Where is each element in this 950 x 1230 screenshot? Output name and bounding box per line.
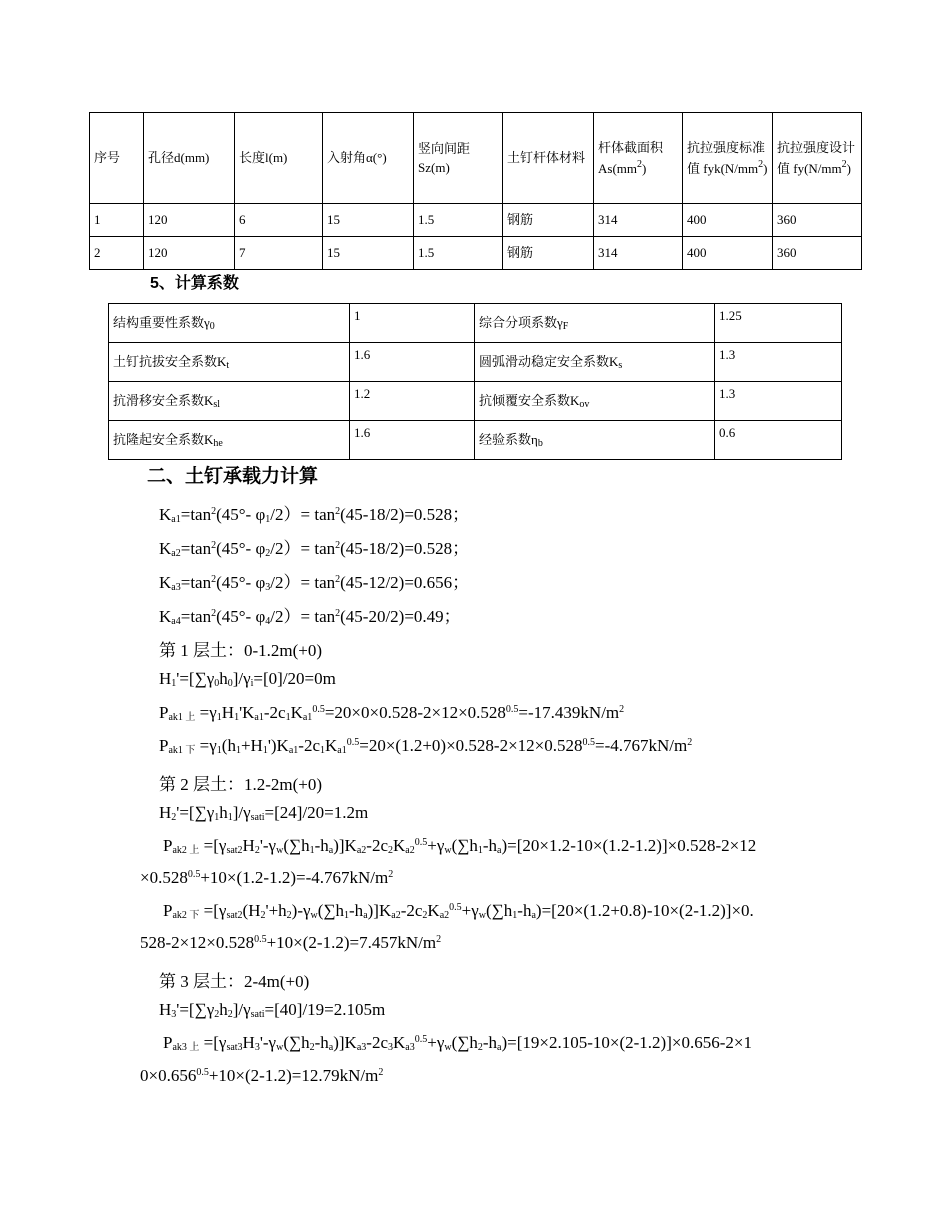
subscript: 1 [234, 712, 240, 723]
formula-line: $\times 0.528^{0.5}+10\times(1.2-1.2)=-4.767kN/m^2$ [140, 868, 394, 887]
subscript: 2 [214, 1009, 220, 1020]
superscript: 2 [758, 159, 764, 170]
table-row [109, 382, 842, 421]
table-cell: 1 [90, 204, 144, 237]
table-cell: 120 [144, 237, 235, 270]
subscript: ak3 上 [172, 1042, 200, 1053]
subscript: 1 [265, 514, 271, 525]
formula-line: $K_{a4}=\tan^2(45^\circ-$ $\varphi_4/2)= \tan^2(45-20/2)=0.49$； [159, 607, 461, 627]
column-header: 抗拉强度设计值 $fy(N/mm^2)$ [773, 113, 862, 204]
superscript: 2 [619, 704, 625, 715]
subscript: 3 [254, 1042, 260, 1053]
column-header: 入射角α(°) [323, 113, 414, 204]
subscript: 1 [235, 745, 241, 756]
subscript: a1 [254, 712, 264, 723]
table-header-row [90, 113, 862, 204]
table-cell: 314 [594, 237, 683, 270]
coefficient-value: 1.3 [715, 382, 842, 421]
subscript: w [310, 910, 318, 921]
subscript: 4 [265, 616, 271, 627]
superscript: 2 [378, 1067, 384, 1078]
subscript: a [328, 845, 334, 856]
subscript: a1 [171, 514, 181, 525]
subscript: ak1 下 [168, 745, 196, 756]
subscript: 2 [265, 548, 271, 559]
subscript: b [537, 437, 543, 449]
subscript: 2 [260, 910, 266, 921]
subscript: w [276, 1042, 284, 1053]
subscript: w [444, 1042, 452, 1053]
superscript: 0.5 [254, 934, 267, 945]
subscript: i [250, 678, 254, 689]
superscript: 0.5 [505, 704, 519, 715]
column-header: 竖向间距Sz(m) [414, 113, 503, 204]
superscript: 0.5 [414, 837, 428, 848]
subscript: 0 [209, 320, 215, 332]
subscript: a1 [337, 745, 347, 756]
table-row [90, 204, 862, 237]
formula-line: $P_{ak1 下} =\gamma_1(h_1+H_1')K_{a1}-2c_1K_{a1}^{0.5}=20\times(1.2+0)\times 0.528-2\times 12\times 0.528^{0.5}=-4.767kN/m^2$ [159, 736, 693, 756]
subscript: 0 [227, 678, 233, 689]
subscript: ak2 下 [172, 910, 200, 921]
superscript: 0.5 [346, 737, 360, 748]
subscript: 2 [477, 1042, 483, 1053]
superscript: 2 [841, 159, 847, 170]
formula-line: $H_2'=[\sum\gamma_1h_1]/\gamma_{sati}=[24]/20=1.2m$ [159, 803, 369, 823]
table-cell: 360 [773, 204, 862, 237]
table-cell: 1.5 [414, 237, 503, 270]
column-header: 孔径d(mm) [144, 113, 235, 204]
subscript: 1 [477, 845, 483, 856]
table-cell: 15 [323, 204, 414, 237]
subscript: a2 [171, 548, 181, 559]
subscript: sat2 [226, 845, 243, 856]
subscript: 2 [422, 910, 428, 921]
subscript: 2 [171, 812, 177, 823]
column-header: 长度l(m) [235, 113, 323, 204]
superscript: 2 [637, 159, 642, 170]
formula-line: $0\times 0.656^{0.5}+10\times(2-1.2)=12.79kN/m^2$ [140, 1066, 384, 1085]
superscript: 2 [211, 540, 217, 551]
formula-line: 第 1 层土：0-1.2m(+0) [159, 641, 323, 660]
subscript: 2 [309, 1042, 315, 1053]
coefficient-label: 结构重要性系数$\gamma_0$ [109, 304, 350, 343]
subscript: w [444, 845, 452, 856]
table-cell: 314 [594, 204, 683, 237]
subscript: a1 [302, 712, 313, 723]
superscript: 2 [211, 608, 217, 619]
subscript: 2 [227, 1009, 233, 1020]
subscript: 2 [254, 845, 260, 856]
formula-line: $P_{ak2 下} =[\gamma_{sat2}(H_2'+h_2)-\gamma_w(\sum h_1-h_a)]K_{a2}-2c_2K_{a2}^{0.5}+\gamma_w(\sum h_1-h_a)=[20\times(1.2+0.8)-10\times(2-1.2)]\times 0$. [163, 901, 754, 921]
subscript: sl [213, 398, 221, 410]
subscript: a2 [391, 910, 401, 921]
formula-line: $P_{ak1 上} =\gamma_1H_1'K_{a1}-2c_1K_{a1}^{0.5}=20\times 0\times 0.528-2\times 12\times 0.528^{0.5}=-17.439kN/m^2$ [159, 703, 625, 723]
superscript: 0.5 [196, 1067, 209, 1078]
table-row [90, 237, 862, 270]
coefficient-label: 抗隆起安全系数$K_{he}$ [109, 421, 350, 460]
subscript: a [531, 910, 536, 921]
subscript: sati [250, 812, 265, 823]
table-cell: 15 [323, 237, 414, 270]
subscript: 1 [344, 910, 350, 921]
coefficient-value: 1.2 [350, 382, 475, 421]
subscript: sati [250, 1009, 265, 1020]
column-header: 序号 [90, 113, 144, 204]
subscript: a3 [356, 1042, 367, 1053]
table-cell: 6 [235, 204, 323, 237]
subscript: a [328, 1042, 334, 1053]
subscript: a3 [171, 582, 181, 593]
coefficient-value: 1.6 [350, 343, 475, 382]
subscript: a [363, 910, 368, 921]
table-cell: 1.5 [414, 204, 503, 237]
subscript: 1 [285, 712, 291, 723]
superscript: 0.5 [312, 704, 325, 715]
column-header: 杆体截面积$As(mm^2)$ [594, 113, 683, 204]
subscript: w [478, 910, 486, 921]
coefficient-label: 综合分项系数$\gamma_F$ [475, 304, 715, 343]
table-cell: 2 [90, 237, 144, 270]
formula-line: 第 3 层土：2-4m(+0) [159, 972, 310, 991]
table-row [109, 343, 842, 382]
superscript: 2 [335, 540, 341, 551]
table-row [109, 304, 842, 343]
subscript: 1 [227, 812, 233, 823]
subscript: 1 [309, 845, 315, 856]
subscript: s [618, 359, 623, 371]
subscript: 1 [512, 910, 518, 921]
soil-nail-parameter-table [89, 112, 862, 270]
subscript: 3 [388, 1042, 393, 1053]
subscript: a2 [356, 845, 367, 856]
column-header: 抗拉强度标准值 $fyk(N/mm^2)$ [683, 113, 773, 204]
subscript: 3 [265, 582, 271, 593]
subscript: 2 [388, 845, 393, 856]
superscript: 2 [211, 506, 217, 517]
formula-line: $K_{a3}=\tan^2(45^\circ-$ $\varphi_3/2)= \tan^2(45-12/2)=0.656$； [159, 573, 470, 593]
subscript: ov [579, 398, 590, 410]
subscript: 2 [286, 910, 292, 921]
superscript: 0.5 [582, 737, 596, 748]
coefficient-label: 抗倾覆安全系数$K_{ov}$ [475, 382, 715, 421]
superscript: 2 [335, 506, 341, 517]
subscript: a2 [405, 845, 415, 856]
superscript: 2 [335, 574, 341, 585]
section-title-bearing-calculation: 二、土钉承载力计算 [147, 466, 319, 487]
table-cell: 钢筋 [503, 204, 594, 237]
superscript: 2 [335, 608, 341, 619]
subscript: sat2 [226, 910, 243, 921]
table-body [90, 204, 862, 270]
superscript: 2 [388, 869, 394, 880]
superscript: 0.5 [414, 1034, 428, 1045]
subscript: 1 [214, 812, 220, 823]
subscript: a2 [439, 910, 450, 921]
subscript: a4 [171, 616, 181, 627]
superscript: 0.5 [187, 869, 201, 880]
superscript: 0.5 [449, 902, 462, 913]
formula-line: $K_{a2}=\tan^2(45^\circ-$ $\varphi_2/2)= \tan^2(45-18/2)=0.528$； [159, 539, 470, 559]
table-cell: 360 [773, 237, 862, 270]
coefficient-value: 1.3 [715, 343, 842, 382]
subscript: t [226, 359, 230, 371]
formula-line: 第 2 层土：1.2-2m(+0) [159, 775, 323, 794]
subscript: a3 [405, 1042, 415, 1053]
table-row [109, 421, 842, 460]
subscript: 1 [216, 745, 222, 756]
superscript: 2 [436, 934, 442, 945]
table-cell: 400 [683, 237, 773, 270]
subscript: ak2 上 [172, 845, 200, 856]
subscript: a [497, 1042, 502, 1053]
subscript: sat3 [226, 1042, 243, 1053]
coefficient-value: 0.6 [715, 421, 842, 460]
subscript: a1 [288, 745, 299, 756]
formula-line: $P_{ak2 上} =[\gamma_{sat2}H_2'-\gamma_w(\sum h_1-h_a)]K_{a2}-2c_2K_{a2}^{0.5}+\gamma_w(\sum h_1-h_a)=[20\times 1.2-10\times(1.2-1.2)]\times 0.528-2\times 12$ [163, 836, 757, 856]
table-cell: 7 [235, 237, 323, 270]
coefficient-label: 经验系数$\eta_b$ [475, 421, 715, 460]
formula-line: $K_{a1}=\tan^2(45^\circ-$ $\varphi_1/2)= \tan^2(45-18/2)=0.528$； [159, 505, 470, 525]
table-cell: 钢筋 [503, 237, 594, 270]
subscript: 1 [320, 745, 326, 756]
coefficient-value: 1.25 [715, 304, 842, 343]
subscript: a [497, 845, 502, 856]
column-header: 土钉杆体材料 [503, 113, 594, 204]
coefficient-value: 1 [350, 304, 475, 343]
subscript: 1 [216, 712, 222, 723]
formula-line: $P_{ak3 上} =[\gamma_{sat3}H_3'-\gamma_w(\sum h_2-h_a)]K_{a3}-2c_3K_{a3}^{0.5}+\gamma_w(\sum h_2-h_a)=[19\times 2.105-10\times(2-1.2)]\times 0.656-2\times 1$ [163, 1033, 752, 1053]
superscript: 2 [687, 737, 693, 748]
coefficient-label: 圆弧滑动稳定安全系数$K_s$ [475, 343, 715, 382]
subscript: w [276, 845, 284, 856]
subscript: 1 [171, 678, 177, 689]
formula-line: $H_3'=[\sum\gamma_2h_2]/\gamma_{sati}=[40]/19=2.105m$ [159, 1000, 386, 1020]
subscript: 1 [262, 745, 268, 756]
table-cell: 120 [144, 204, 235, 237]
section-title-coefficients: 5、计算系数 [150, 275, 239, 292]
subscript: F [562, 320, 569, 332]
formula-line: $528-2\times 12\times 0.528^{0.5}+10\times(2-1.2)=7.457kN/m^2$ [140, 933, 442, 952]
coefficient-label: 抗滑移安全系数$K_{sl}$ [109, 382, 350, 421]
subscript: 0 [214, 678, 220, 689]
coefficient-table [108, 303, 842, 460]
subscript: ak1 上 [168, 712, 196, 723]
coefficient-value: 1.6 [350, 421, 475, 460]
table-cell: 400 [683, 204, 773, 237]
coefficient-label: 土钉抗拔安全系数$K_t$ [109, 343, 350, 382]
formula-line: $H_1'=[\sum\gamma_0h_0]/\gamma_i=[0]/20=0m$ [159, 669, 336, 689]
subscript: he [213, 437, 223, 449]
subscript: 3 [171, 1009, 177, 1020]
superscript: 2 [211, 574, 217, 585]
